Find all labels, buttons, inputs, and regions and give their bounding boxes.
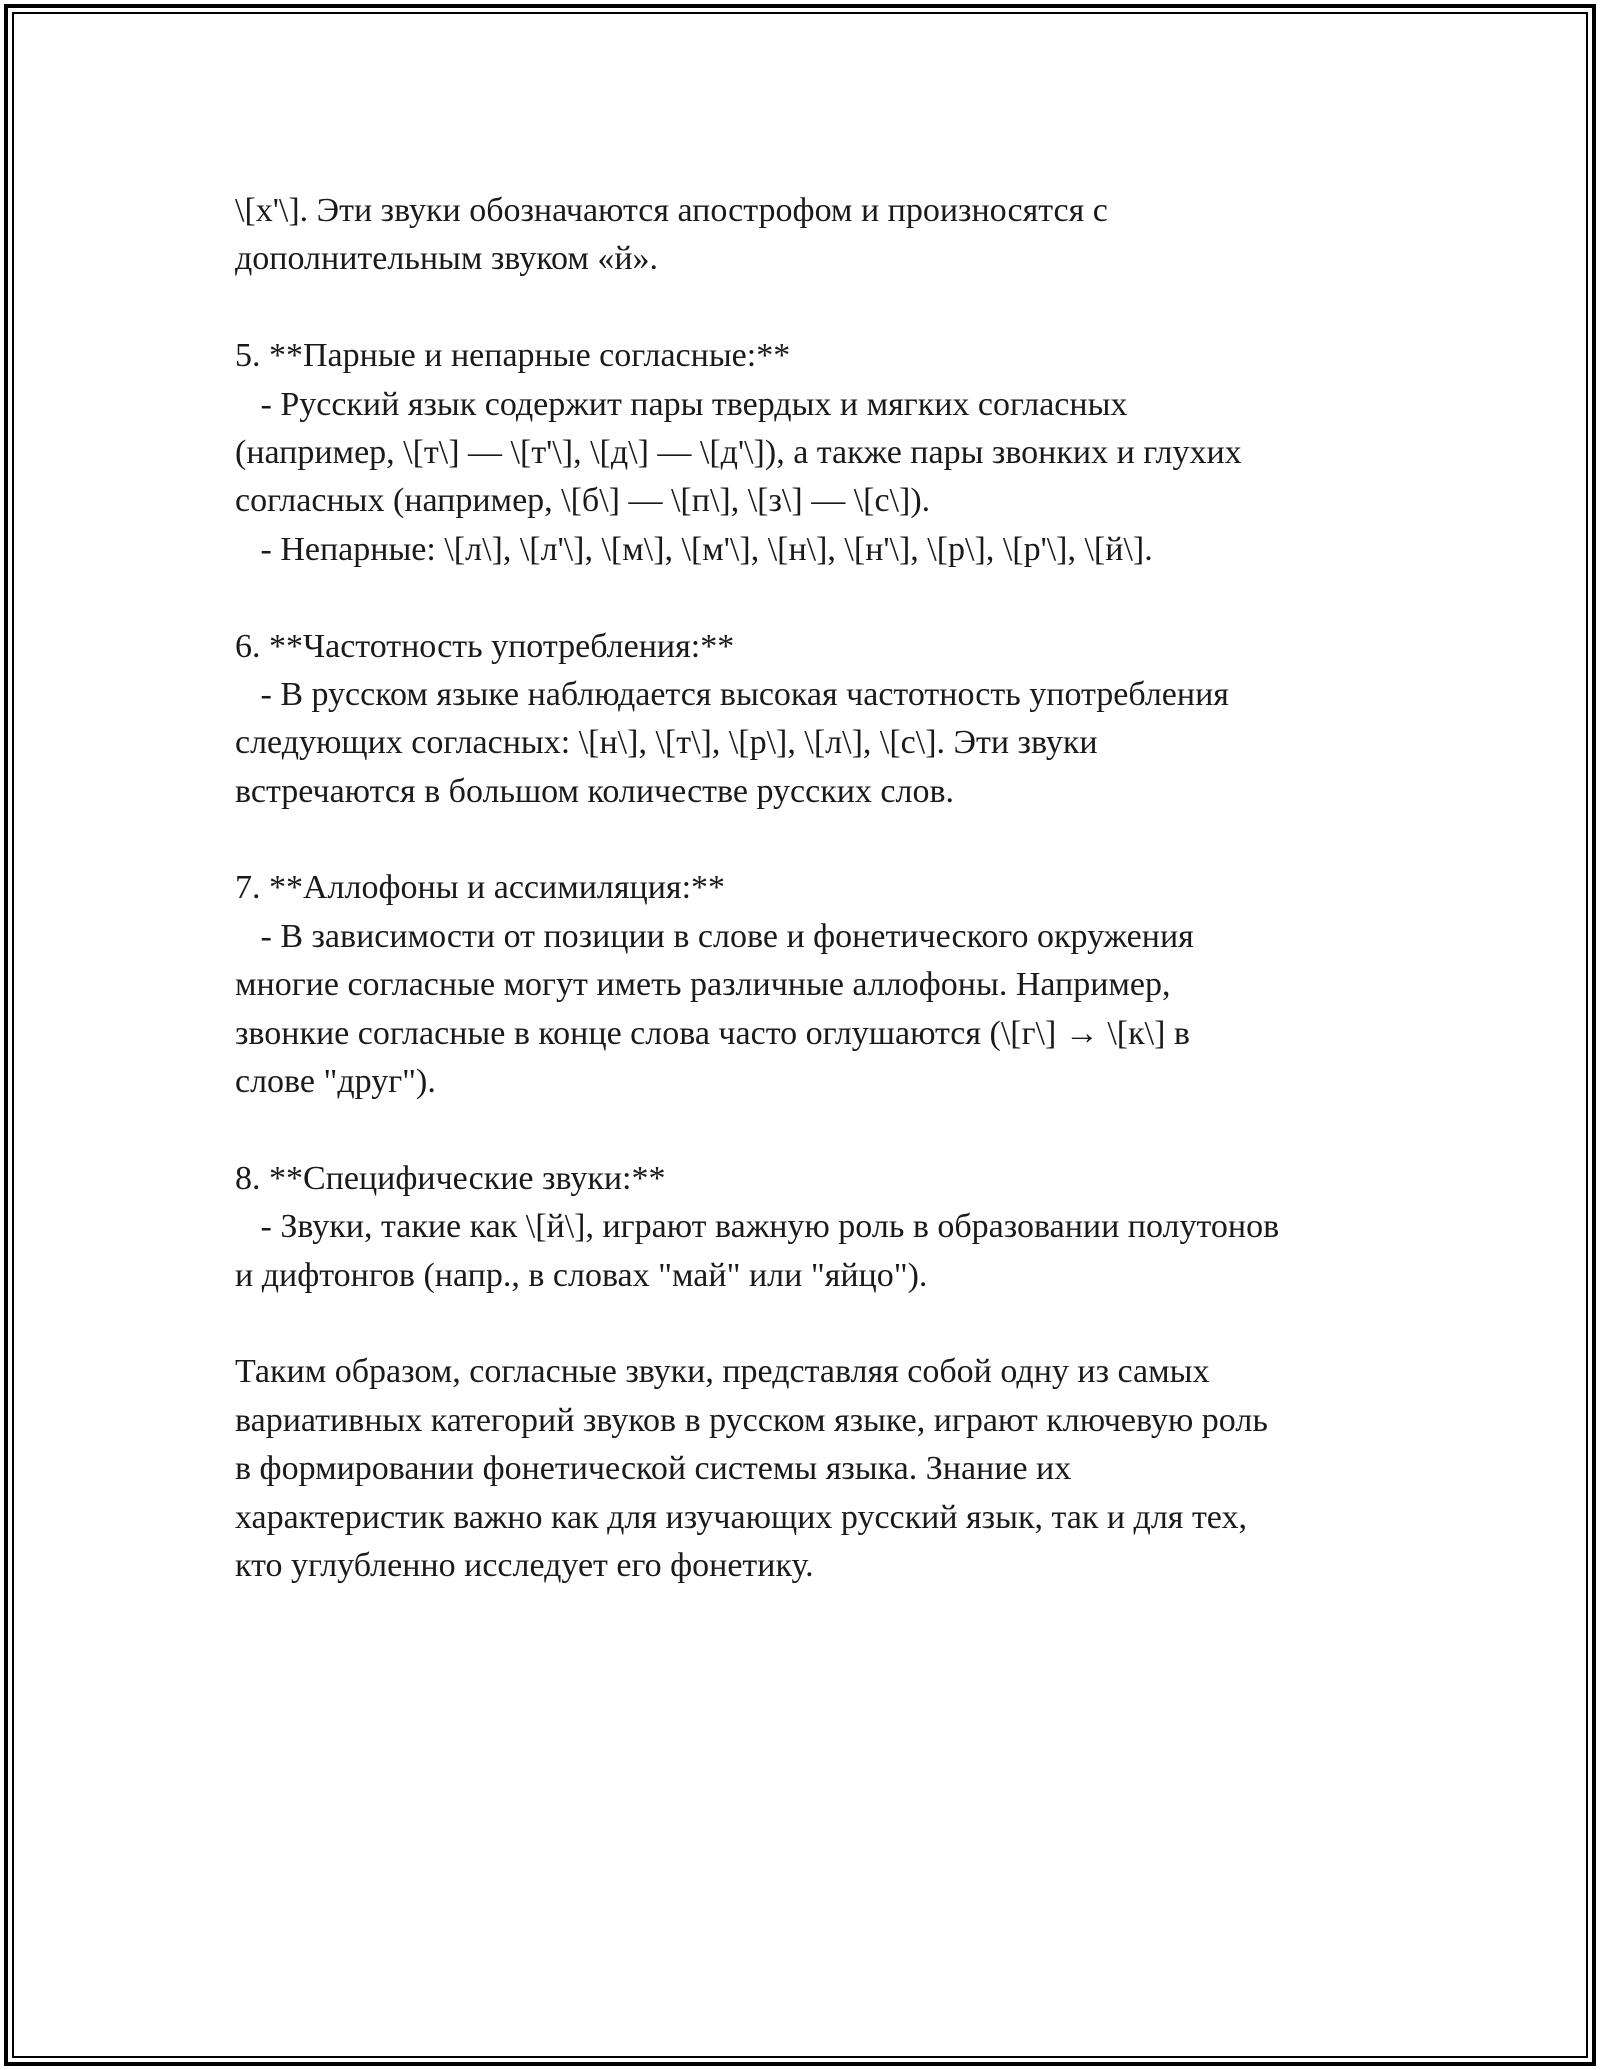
conclusion-line: характеристик важно как для изучающих русский язык, так и для тех, (235, 1498, 1247, 1536)
text-line: - Непарные: \[л\], \[л'\], \[м\], \[м'\], \[н\], \[н'\], \[р\], \[р'\], \[й\]. (235, 530, 1153, 568)
blank-line (235, 1300, 1435, 1348)
blank-line (235, 1106, 1435, 1154)
text-line: дополнительным звуком «й». (235, 240, 659, 278)
blank-line (235, 284, 1435, 332)
text-line: - В русском языке наблюдается высокая частотность употребления (235, 675, 1229, 713)
text-line: - Звуки, такие как \[й\], играют важную роль в образовании полутонов (235, 1208, 1280, 1246)
text-line: (например, \[т\] — \[т'\], \[д\] — \[д'\]), а также пары звонких и глухих (235, 433, 1242, 471)
text-line: - Русский язык содержит пары твердых и мягких согласных (235, 385, 1128, 423)
conclusion-line: вариативных категорий звуков в русском языке, играют ключевую роль (235, 1401, 1268, 1439)
section-heading: 5. **Парные и непарные согласные:** (235, 337, 791, 375)
section-heading: 6. **Частотность употребления:** (235, 627, 735, 665)
text-line: согласных (например, \[б\] — \[п\], \[з\] — \[с\]). (235, 482, 931, 520)
text-line: звонкие согласные в конце слова часто оглушаются (\[г\] → \[к\] в (235, 1014, 1190, 1052)
blank-line (235, 574, 1435, 622)
conclusion-line: в формировании фонетической системы языка. Знание их (235, 1450, 1072, 1488)
text-line: слове "друг"). (235, 1063, 436, 1101)
document-body (235, 187, 1435, 1590)
text-line: следующих согласных: \[н\], \[т\], \[р\], \[л\], \[с\]. Эти звуки (235, 724, 1098, 762)
conclusion-line: Таким образом, согласные звуки, представляя собой одну из самых (235, 1353, 1210, 1391)
section-heading: 8. **Специфические звуки:** (235, 1159, 666, 1197)
text-line: многие согласные могут иметь различные аллофоны. Например, (235, 966, 1171, 1004)
text-line: встречаются в большом количестве русских слов. (235, 772, 955, 810)
text-line: - В зависимости от позиции в слове и фонетического окружения (235, 917, 1194, 955)
text-line: \[х'\]. Эти звуки обозначаются апострофом и произносятся с (235, 192, 1108, 229)
conclusion-line: кто углубленно исследует его фонетику. (235, 1546, 814, 1584)
text-line: и дифтонгов (напр., в словах "май" или "яйцо"). (235, 1256, 928, 1294)
section-heading: 7. **Аллофоны и ассимиляция:** (235, 869, 726, 907)
blank-line (235, 816, 1435, 864)
